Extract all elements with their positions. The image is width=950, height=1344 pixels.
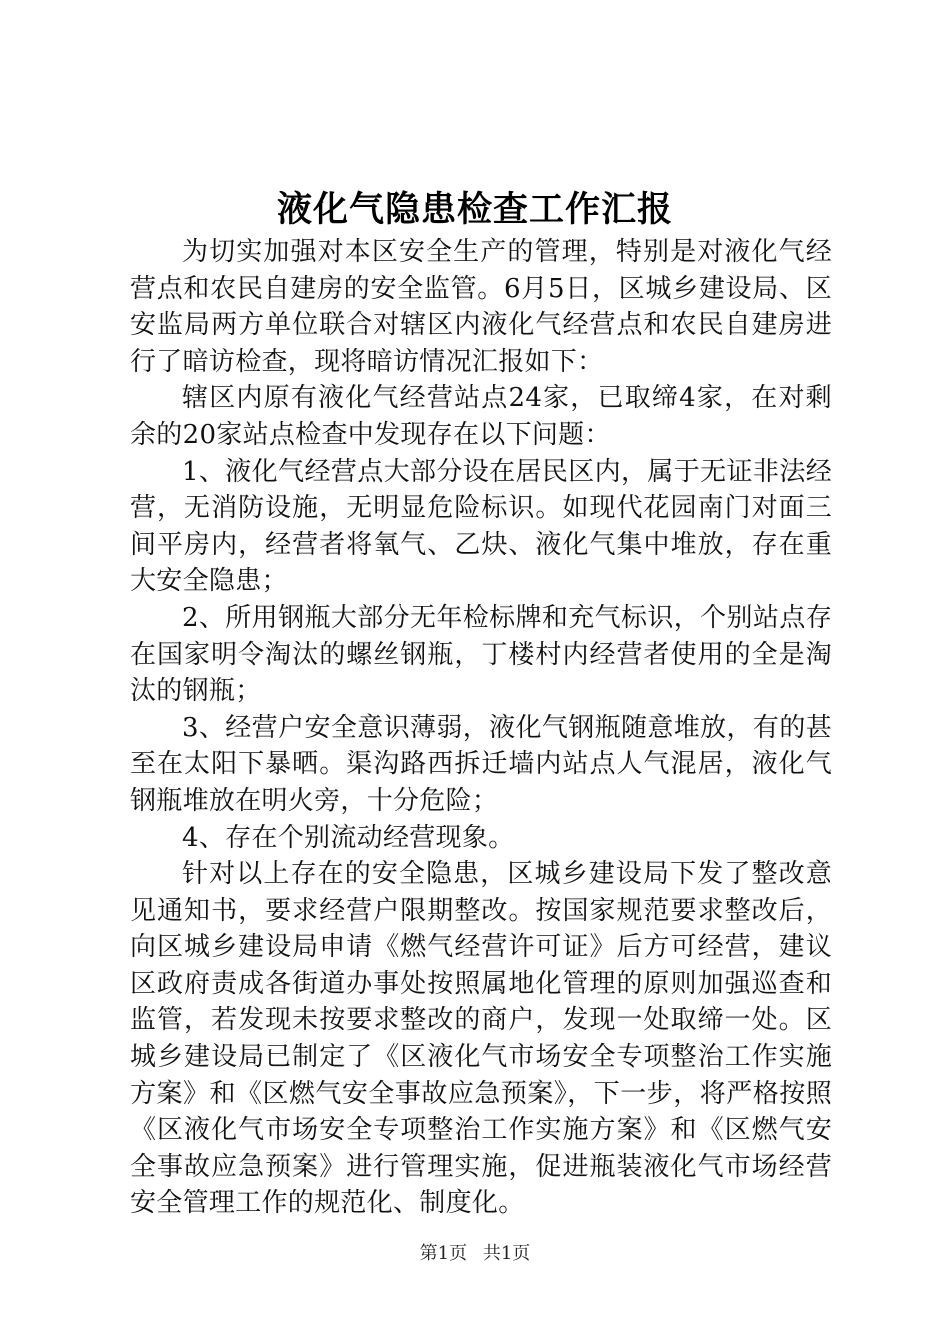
paragraph-issue-2: 2、所用钢瓶大部分无年检标牌和充气标识，个别站点存在国家明令淘汰的螺丝钢瓶，丁楼村内经营者使用的全是淘汰的钢瓶； bbox=[130, 602, 832, 707]
paragraph-issue-1: 1、液化气经营点大部分设在居民区内，属于无证非法经营，无消防设施，无明显危险标识。如现代花园南门对面三间平房内，经营者将氧气、乙炔、液化气集中堆放，存在重大安全隐患； bbox=[130, 456, 832, 597]
paragraph-issue-3: 3、经营户安全意识薄弱，液化气钢瓶随意堆放，有的甚至在太阳下暴晒。渠沟路西拆迁墙内站点人气混居，液化气钢瓶堆放在明火旁，十分危险； bbox=[130, 712, 832, 816]
document-title: 液化气隐患检查工作汇报 bbox=[276, 189, 673, 230]
paragraph-intro: 为切实加强对本区安全生产的管理，特别是对液化气经营点和农民自建房的安全监管。6月5日，区城乡建设局、区安监局两方单位联合对辖区内液化气经营点和农民自建房进行了暗访检查，现将暗访情况汇报如下： bbox=[130, 237, 832, 377]
page-total: 共1页 bbox=[482, 1243, 531, 1264]
document-body bbox=[130, 234, 832, 1222]
paragraph-measures: 针对以上存在的安全隐患，区城乡建设局下发了整改意见通知书，要求经营户限期整改。按国家规范要求整改后，向区城乡建设局申请《燃气经营许可证》后方可经营，建议区政府责成各街道办事处按照属地化管理的原则加强巡查和监管，若发现未按要求整改的商户，发现一处取缔一处。区城乡建设局已制定了《区液化气市场安全专项整治工作实施方案》和《区燃气安全事故应急预案》，下一步，将严格按照《区液化气市场安全专项整治工作实施方案》和《区燃气安全事故应急预案》进行管理实施，促进瓶装液化气市场经营安全管理工作的规范化、制度化。 bbox=[130, 859, 832, 1219]
paragraph-summary: 辖区内原有液化气经营站点24家，已取缔4家，在对剩余的20家站点检查中发现存在以下问题： bbox=[130, 383, 832, 450]
page-number: 第1页 bbox=[419, 1243, 468, 1264]
page-footer bbox=[0, 1242, 950, 1266]
paragraph-issue-4: 4、存在个别流动经营现象。 bbox=[182, 822, 515, 853]
